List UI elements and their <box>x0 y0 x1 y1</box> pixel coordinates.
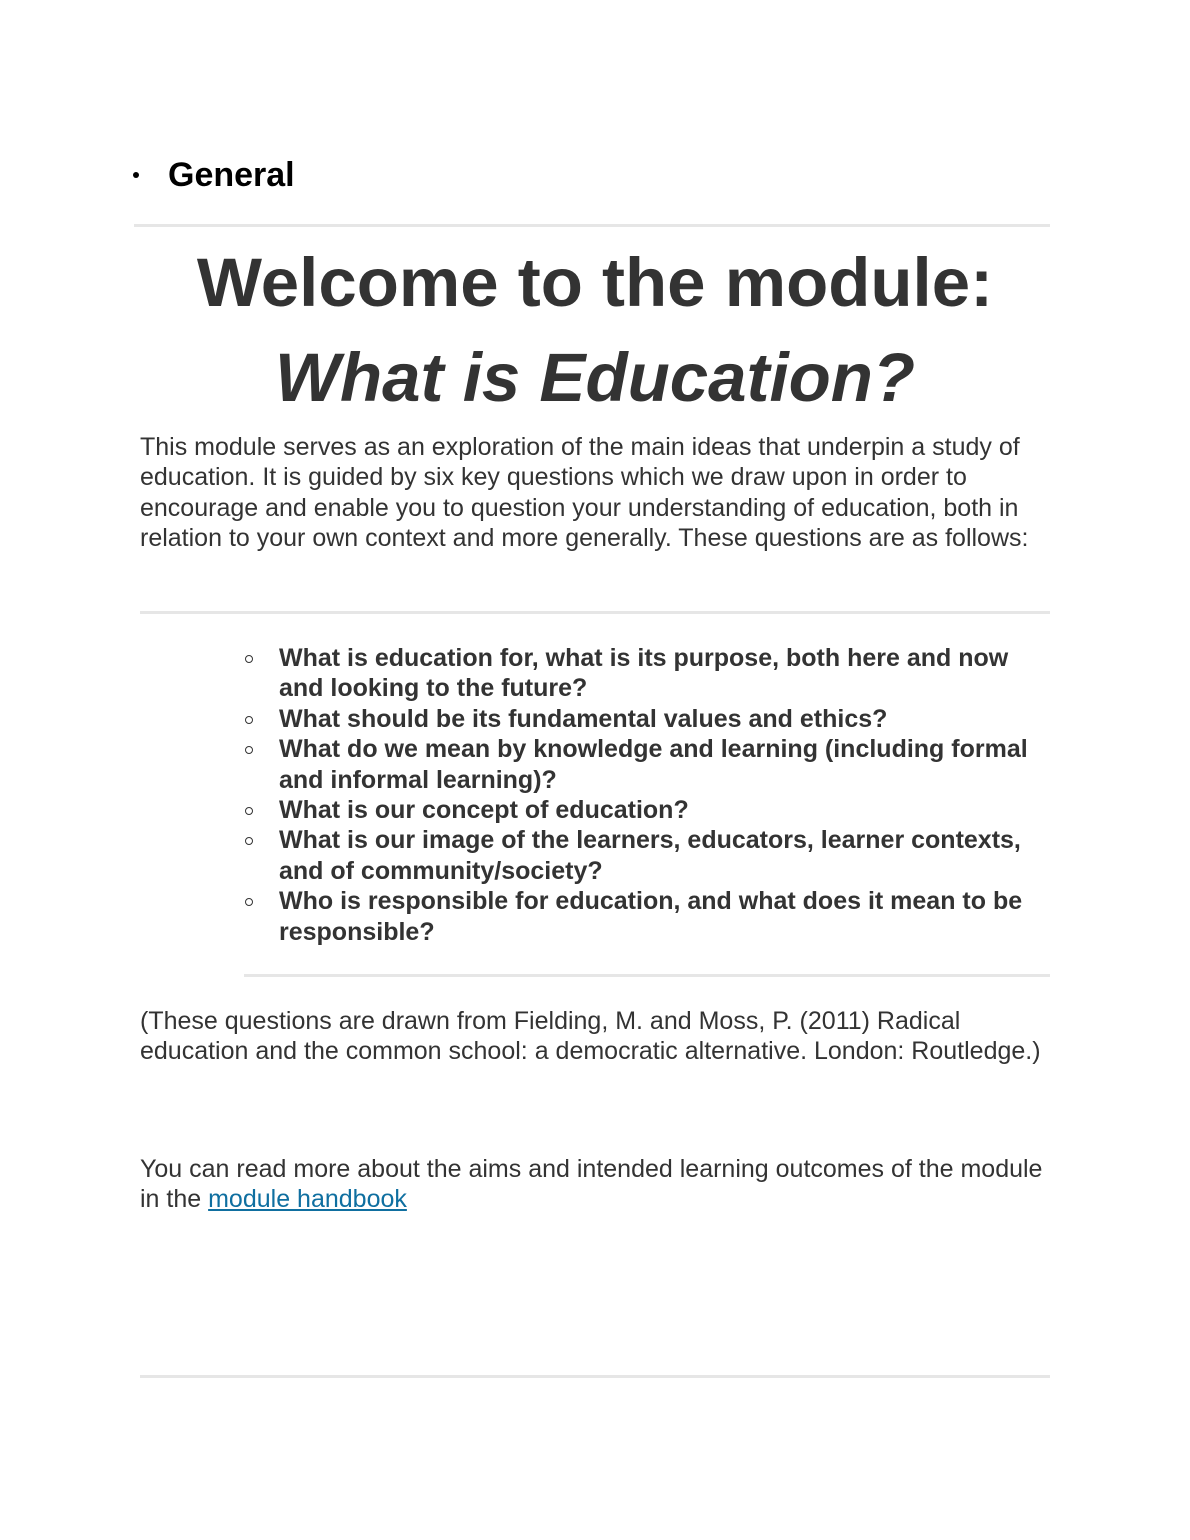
question-item <box>244 825 1050 886</box>
module-title-heading: What is Education? <box>274 339 916 416</box>
question-text: What is education for, what is its purpose, both here and now and looking to the future? <box>279 644 1009 703</box>
section-title[interactable]: General <box>168 156 295 194</box>
question-text: What should be its fundamental values and ethics? <box>279 704 888 733</box>
circle-bullet-icon <box>245 746 253 754</box>
question-text: What is our concept of education? <box>279 796 689 825</box>
more-info-paragraph <box>140 1154 1050 1215</box>
question-text: What is our image of the learners, educators, learner contexts, and of community/society? <box>279 826 1021 885</box>
circle-bullet-icon <box>245 655 253 663</box>
question-item <box>244 795 1050 825</box>
circle-bullet-icon <box>245 716 253 724</box>
key-questions-list <box>244 643 1050 947</box>
question-item <box>244 704 1050 734</box>
divider <box>140 611 1050 614</box>
divider <box>134 224 1050 227</box>
question-item <box>244 643 1050 704</box>
intro-paragraph: This module serves as an exploration of the main ideas that underpin a study of education. It is guided by six key questions which we draw upon in order to encourage and enable you to question your understanding of education, both in relation to your own context and more generally. These questions are as follows: <box>140 433 1029 553</box>
section-list-item <box>133 152 295 198</box>
divider <box>140 1375 1050 1378</box>
question-text: Who is responsible for education, and what does it mean to be responsible? <box>279 887 1023 946</box>
circle-bullet-icon <box>245 898 253 906</box>
question-item <box>244 734 1050 795</box>
question-item <box>244 886 1050 947</box>
bullet-icon <box>133 172 139 178</box>
circle-bullet-icon <box>245 807 253 815</box>
question-text: What do we mean by knowledge and learning (including formal and informal learning)? <box>279 735 1028 794</box>
circle-bullet-icon <box>245 837 253 845</box>
module-handbook-link[interactable]: module handbook <box>208 1185 407 1214</box>
divider <box>244 974 1050 977</box>
welcome-heading: Welcome to the module: <box>196 244 994 321</box>
more-info-text: You can read more about the aims and intended learning outcomes of the module in the <box>140 1155 1043 1214</box>
citation-paragraph: (These questions are drawn from Fielding, M. and Moss, P. (2011) Radical education and the common school: a democratic alternative. London: Routledge.) <box>140 1007 1041 1066</box>
